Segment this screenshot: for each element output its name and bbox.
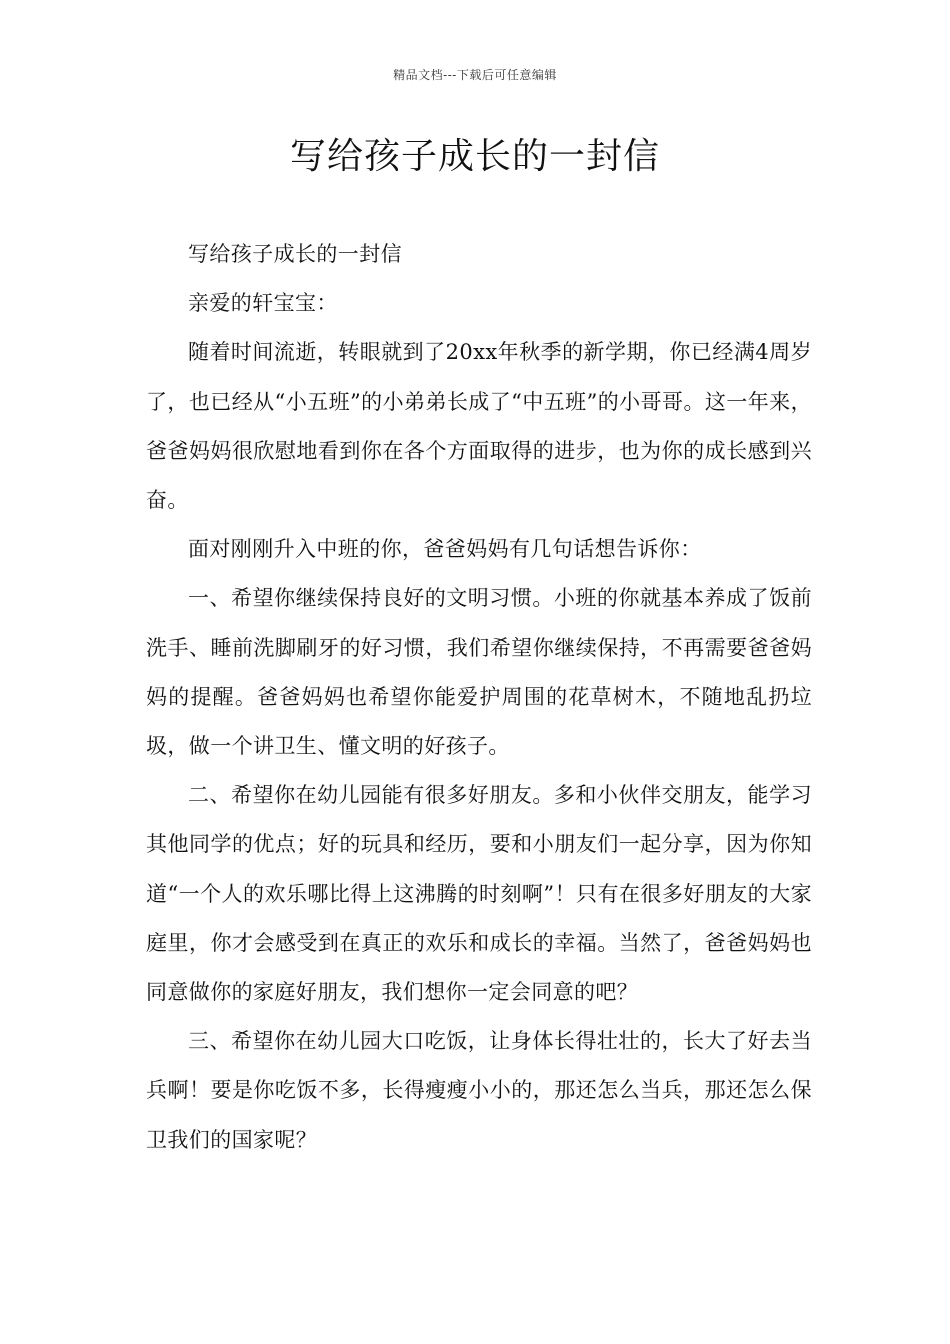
paragraph-subtitle: 写给孩子成长的一封信 xyxy=(188,242,402,266)
paragraph-lead-in: 面对刚刚升入中班的你，爸爸妈妈有几句话想告诉你： xyxy=(188,537,702,562)
paragraph-salutation: 亲爱的轩宝宝： xyxy=(188,291,338,316)
letter-body xyxy=(146,230,812,1165)
paragraph-point-1: 一、希望你继续保持良好的文明习惯。小班的你就基本养成了饭前洗手、睡前洗脚刷牙的好习惯，我们希望你继续保持，不再需要爸爸妈妈的提醒。爸爸妈妈也希望你能爱护周围的花草树木，不随地乱扔垃圾，做一个讲卫生、懂文明的好孩子。 xyxy=(146,586,812,759)
document-title: 写给孩子成长的一封信 xyxy=(289,136,660,177)
paragraph-point-3: 三、希望你在幼儿园大口吃饭，让身体长得壮壮的，长大了好去当兵啊！要是你吃饭不多，长得瘦瘦小小的，那还怎么当兵，那还怎么保卫我们的国家呢？ xyxy=(146,1029,812,1152)
header-note: 精品文档---下载后可任意编辑 xyxy=(393,68,557,82)
paragraph-intro: 随着时间流逝，转眼就到了20xx年秋季的新学期，你已经满4周岁了，也已经从“小五班”的小弟弟长成了“中五班”的小哥哥。这一年来，爸爸妈妈很欣慰地看到你在各个方面取得的进步，也为你的成长感到兴奋。 xyxy=(146,340,812,513)
paragraph-point-2: 二、希望你在幼儿园能有很多好朋友。多和小伙伴交朋友，能学习其他同学的优点；好的玩具和经历，要和小朋友们一起分享，因为你知道“一个人的欢乐哪比得上这沸腾的时刻啊”！只有在很多好朋友的大家庭里，你才会感受到在真正的欢乐和成长的幸福。当然了，爸爸妈妈也同意做你的家庭好朋友，我们想你一定会同意的吧？ xyxy=(146,783,812,1005)
